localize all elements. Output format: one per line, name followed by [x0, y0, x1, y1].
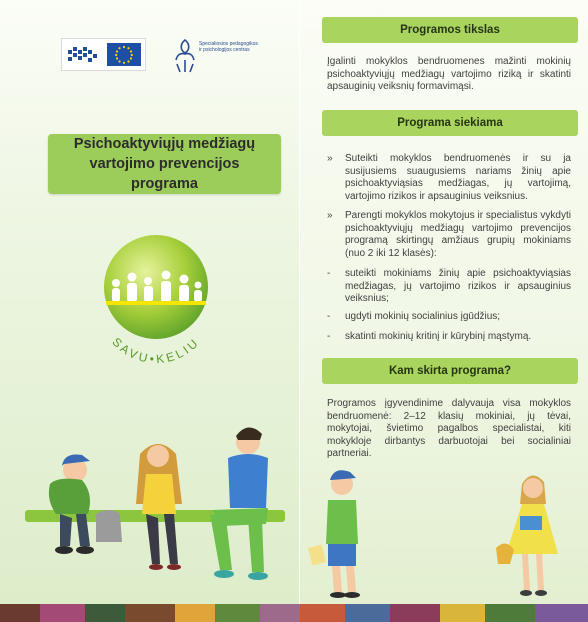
boy-blue-shirt-figure [210, 427, 268, 580]
list-item [327, 331, 571, 344]
program-title: Psichoaktyviųjų medžiagų vartojimo prevencijos programa [48, 134, 281, 194]
eu-flag-icon [107, 43, 141, 66]
list-item-text: ugdyti mokinių socialinius įgūdžius; [345, 311, 501, 322]
list-item-text: Suteikti mokyklos bendruomenės ir su ja susijusiems suaugusiems nariams žinių apie psichoaktyviąsias medžiagas, jų vartojimą, vartojimo rizikos ir apsauginius veiksnius. [345, 153, 571, 202]
section-header-siekiama: Programa siekiama [322, 110, 578, 136]
section-header-kam: Kam skirta programa? [322, 358, 578, 384]
list-item-marker: - [327, 311, 331, 322]
savu-keliu-logo-text: SAVU•KELIU [109, 334, 203, 367]
kam-text: Programos įgyvendinime dalyvauja visa mokyklos bendruomenė: 2–12 klasių mokiniai, jų tėvai, mokytojai, švietimo pagalbos specialistai, kiti mokykloje dirbantys darbuotojai bei socialiniai partneriai. [327, 398, 571, 459]
sppc-logo [172, 38, 262, 74]
list-item-marker: » [327, 210, 333, 221]
boy-with-cap-figure [49, 454, 122, 554]
sppc-name: Specialiosios pedagogikos ir psichologijos centras [199, 41, 258, 53]
list-item [327, 268, 571, 306]
list-item-text: suteikti mokiniams žinių apie psichoaktyviąsias medžiagas, jų vartojimo rizikos ir apsauginius veiksnius; [345, 268, 571, 304]
list-item [327, 210, 571, 260]
teenagers-illustration [0, 414, 300, 604]
savu-keliu-logo [86, 235, 226, 375]
cover-panel [0, 0, 300, 604]
eea-grants-logo-icon [66, 44, 100, 66]
sppc-emblem-icon [172, 38, 198, 74]
list-item-text: Parengti mokyklos mokytojus ir specialistus vykdyti psichoaktyviųjų medžiagų vartojimo prevencijos programą skirtingų amžiaus grupių mokiniams (nuo 2 iki 12 klasės): [345, 210, 571, 259]
girl-figure [136, 444, 182, 570]
partner-logos [61, 38, 146, 71]
tikslas-text: Įgalinti mokyklos bendruomenes mažinti mokinių psichoaktyviųjų medžiagų vartojimo riziką ir skatinti apsauginių veiksnių formavimąsi. [327, 56, 571, 92]
list-item-marker: - [327, 331, 331, 342]
list-item-marker: - [327, 268, 331, 279]
small-boy-figure [308, 470, 360, 598]
list-item [327, 153, 571, 203]
ground-strip [0, 604, 588, 622]
small-girl-figure [496, 475, 558, 596]
list-item-marker: » [327, 153, 333, 164]
list-item [327, 311, 571, 324]
section-header-tikslas: Programos tikslas [322, 17, 578, 43]
list-item-text: skatinti mokinių kritinį ir kūrybinį mąstymą. [345, 331, 532, 342]
